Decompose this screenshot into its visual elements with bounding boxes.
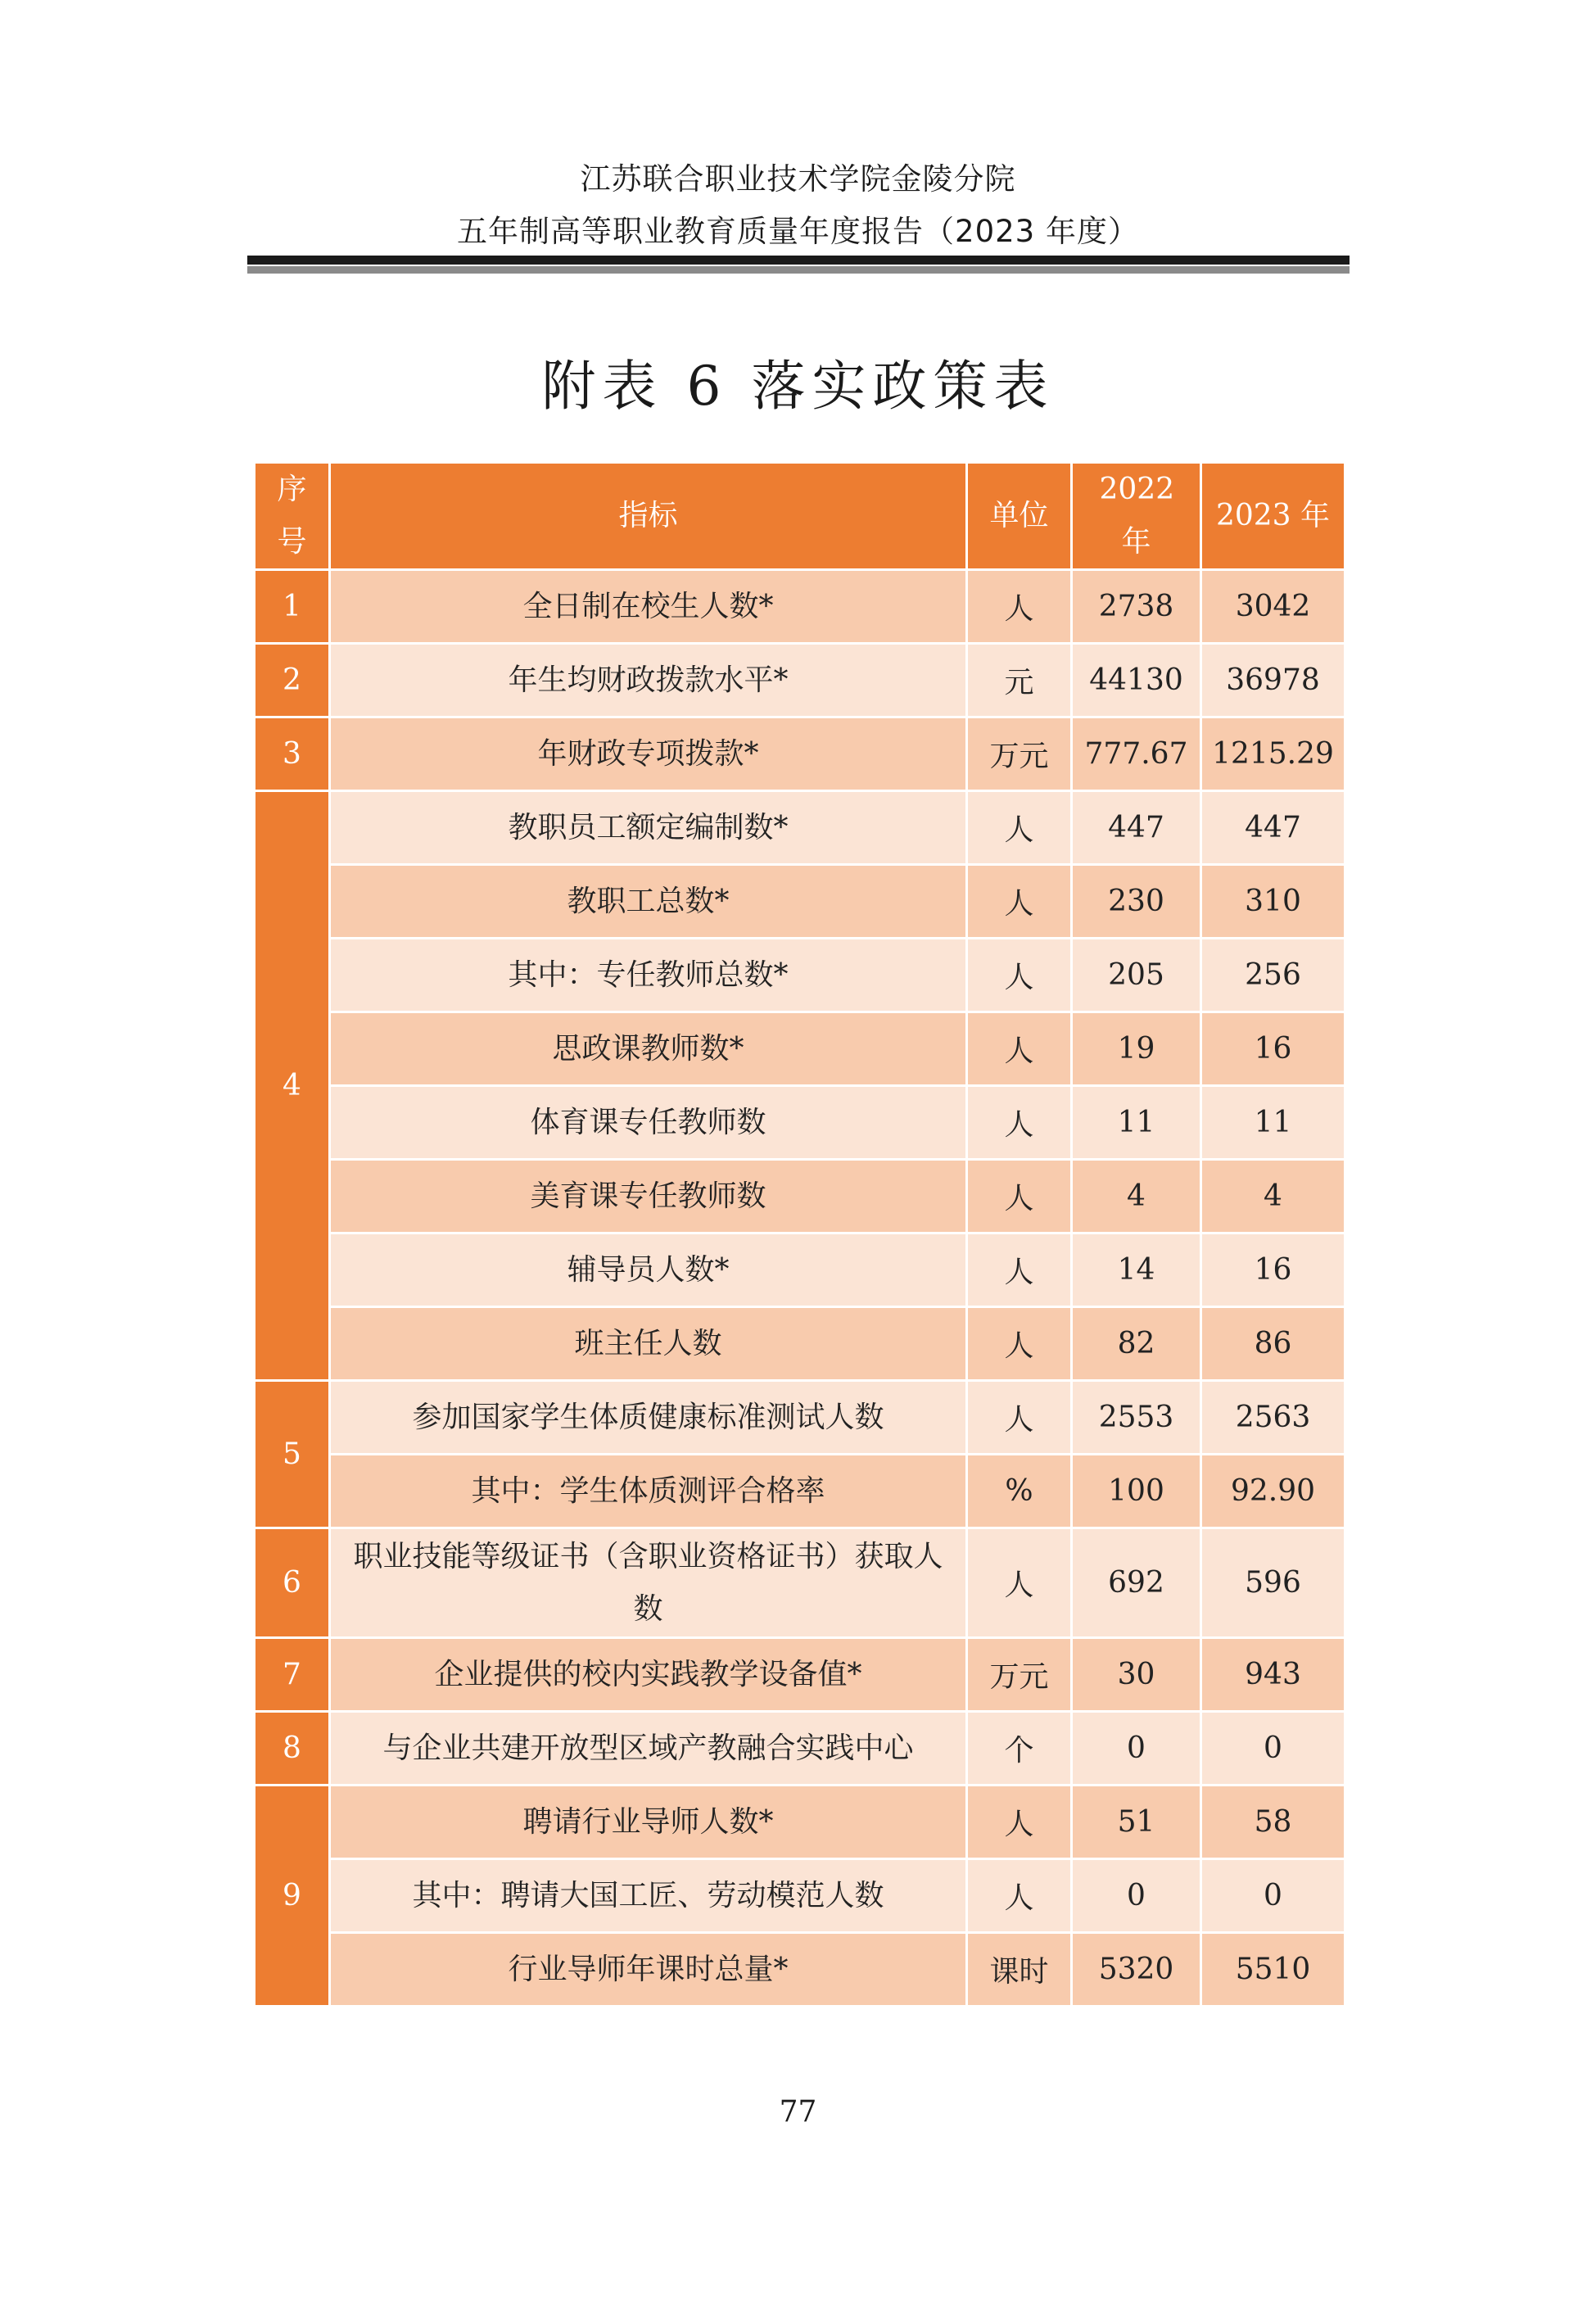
- row-y2023: 58: [1201, 1786, 1345, 1859]
- row-indicator: [330, 1455, 967, 1528]
- row-indicator-text: 美育课专任教师数: [530, 1179, 766, 1213]
- row-y2023: 3042: [1201, 570, 1345, 644]
- row-indicator-text: 与企业共建开放型区域产教融合实践中心: [382, 1731, 914, 1765]
- policy-table: [253, 461, 1346, 2007]
- row-y2022: 14: [1072, 1233, 1201, 1307]
- row-y2023: 310: [1201, 865, 1345, 939]
- row-indicator: [330, 939, 967, 1012]
- table-row: [255, 1638, 1345, 1712]
- table-row: [255, 1933, 1345, 2007]
- row-unit: 万元: [967, 717, 1072, 791]
- row-seq: 9: [255, 1786, 330, 2007]
- row-y2022: 2553: [1072, 1381, 1201, 1455]
- row-unit: 人: [967, 1160, 1072, 1233]
- row-y2022: 19: [1072, 1012, 1201, 1086]
- row-indicator: [330, 1381, 967, 1455]
- row-unit: 课时: [967, 1933, 1072, 2007]
- row-y2022: 0: [1072, 1859, 1201, 1933]
- row-unit: 人: [967, 1086, 1072, 1160]
- row-y2023: 1215.29: [1201, 717, 1345, 791]
- row-seq: 5: [255, 1381, 330, 1528]
- row-indicator: [330, 1233, 967, 1307]
- table-row: [255, 1712, 1345, 1786]
- row-unit: 人: [967, 1786, 1072, 1859]
- row-indicator-text: 体育课专任教师数: [530, 1105, 766, 1139]
- row-unit: 人: [967, 1233, 1072, 1307]
- row-y2023: 36978: [1201, 644, 1345, 717]
- row-unit: 人: [967, 939, 1072, 1012]
- row-indicator-text: 教职工总数*: [567, 884, 730, 918]
- page-title: 附表 6 落实政策表: [541, 355, 1055, 418]
- row-seq: 2: [255, 644, 330, 717]
- row-y2023: 596: [1201, 1528, 1345, 1638]
- row-unit: 人: [967, 1012, 1072, 1086]
- row-y2022: 447: [1072, 791, 1201, 865]
- table-row: [255, 865, 1345, 939]
- row-unit: 人: [967, 865, 1072, 939]
- row-y2022: 777.67: [1072, 717, 1201, 791]
- row-y2022: 30: [1072, 1638, 1201, 1712]
- table-header-row: [255, 463, 1345, 570]
- table-row: [255, 1381, 1345, 1455]
- row-indicator: [330, 717, 967, 791]
- row-y2023: 0: [1201, 1712, 1345, 1786]
- header-unit: 单位: [967, 463, 1072, 570]
- header-seq: [255, 463, 330, 570]
- row-indicator: [330, 1638, 967, 1712]
- table-row: [255, 1012, 1345, 1086]
- row-indicator: [330, 570, 967, 644]
- row-unit: 人: [967, 791, 1072, 865]
- row-indicator-text: 聘请行业导师人数*: [522, 1804, 774, 1839]
- row-indicator-text: 全日制在校生人数*: [522, 589, 774, 623]
- table-row: [255, 791, 1345, 865]
- header-seq-text: 序号: [277, 473, 307, 559]
- table-row: [255, 939, 1345, 1012]
- row-y2022: 0: [1072, 1712, 1201, 1786]
- row-indicator-text: 其中：聘请大国工匠、劳动模范人数: [412, 1878, 884, 1912]
- row-y2023: 447: [1201, 791, 1345, 865]
- row-y2022: 100: [1072, 1455, 1201, 1528]
- row-indicator: [330, 1933, 967, 2007]
- row-indicator: [330, 1786, 967, 1859]
- report-header-title: 五年制高等职业教育质量年度报告（2023 年度）: [457, 214, 1139, 249]
- row-unit: 人: [967, 1307, 1072, 1381]
- row-y2023: 0: [1201, 1859, 1345, 1933]
- row-y2023: 256: [1201, 939, 1345, 1012]
- table-row: [255, 717, 1345, 791]
- row-y2022: 692: [1072, 1528, 1201, 1638]
- table-row: [255, 1786, 1345, 1859]
- row-y2022: 44130: [1072, 644, 1201, 717]
- row-seq: 3: [255, 717, 330, 791]
- row-indicator: [330, 1307, 967, 1381]
- row-indicator: [330, 1859, 967, 1933]
- row-indicator: [330, 1160, 967, 1233]
- row-indicator: [330, 1528, 967, 1638]
- header-2022: [1072, 463, 1201, 570]
- row-seq: 7: [255, 1638, 330, 1712]
- row-y2022: 4: [1072, 1160, 1201, 1233]
- table-row: [255, 1528, 1345, 1638]
- table-row: [255, 644, 1345, 717]
- row-indicator-text: 年财政专项拨款*: [537, 736, 759, 771]
- row-seq: 6: [255, 1528, 330, 1638]
- row-seq: 8: [255, 1712, 330, 1786]
- row-y2023: 943: [1201, 1638, 1345, 1712]
- row-y2023: 16: [1201, 1233, 1345, 1307]
- row-indicator-text: 其中：专任教师总数*: [508, 957, 789, 992]
- row-indicator: [330, 1012, 967, 1086]
- row-y2023: 5510: [1201, 1933, 1345, 2007]
- report-header-school: 江苏联合职业技术学院金陵分院: [580, 161, 1016, 197]
- row-indicator: [330, 1086, 967, 1160]
- row-y2022: 51: [1072, 1786, 1201, 1859]
- row-unit: 个: [967, 1712, 1072, 1786]
- row-indicator: [330, 865, 967, 939]
- header-2022-text: 2022 年: [1099, 473, 1175, 559]
- row-unit: 万元: [967, 1638, 1072, 1712]
- row-y2022: 205: [1072, 939, 1201, 1012]
- row-indicator-text: 思政课教师数*: [552, 1031, 744, 1066]
- row-indicator-text: 行业导师年课时总量*: [508, 1952, 789, 1986]
- table-body: [255, 570, 1345, 2007]
- row-seq: 4: [255, 791, 330, 1381]
- row-y2022: 11: [1072, 1086, 1201, 1160]
- row-indicator-text: 班主任人数: [574, 1326, 722, 1360]
- table-row: [255, 1086, 1345, 1160]
- row-unit: 人: [967, 1381, 1072, 1455]
- row-y2023: 16: [1201, 1012, 1345, 1086]
- row-indicator-text: 其中：学生体质测评合格率: [471, 1473, 825, 1508]
- row-y2023: 2563: [1201, 1381, 1345, 1455]
- row-unit: 人: [967, 1859, 1072, 1933]
- row-indicator-text: 辅导员人数*: [567, 1252, 730, 1287]
- row-indicator: [330, 1712, 967, 1786]
- row-indicator-text: 教职员工额定编制数*: [508, 810, 789, 844]
- table-row: [255, 1859, 1345, 1933]
- row-indicator-text: 参加国家学生体质健康标准测试人数: [412, 1400, 884, 1434]
- row-unit: 元: [967, 644, 1072, 717]
- row-y2022: 230: [1072, 865, 1201, 939]
- page-number: 77: [779, 2095, 817, 2129]
- row-y2023: 4: [1201, 1160, 1345, 1233]
- table-row: [255, 1233, 1345, 1307]
- table-row: [255, 1307, 1345, 1381]
- row-indicator: [330, 644, 967, 717]
- row-indicator-text: 企业提供的校内实践教学设备值*: [434, 1657, 862, 1691]
- header-indicator: 指标: [330, 463, 967, 570]
- row-seq: 1: [255, 570, 330, 644]
- row-y2022: 5320: [1072, 1933, 1201, 2007]
- row-y2023: 92.90: [1201, 1455, 1345, 1528]
- row-y2023: 86: [1201, 1307, 1345, 1381]
- row-indicator: [330, 791, 967, 865]
- header-rule-grey: [247, 266, 1350, 274]
- header-2023: 2023 年: [1201, 463, 1345, 570]
- table-row: [255, 1455, 1345, 1528]
- table-row: [255, 570, 1345, 644]
- row-y2022: 2738: [1072, 570, 1201, 644]
- row-y2023: 11: [1201, 1086, 1345, 1160]
- row-indicator-text: 职业技能等级证书（含职业资格证书）获取人数: [353, 1539, 943, 1626]
- row-unit: 人: [967, 1528, 1072, 1638]
- row-unit: %: [967, 1455, 1072, 1528]
- row-y2022: 82: [1072, 1307, 1201, 1381]
- row-unit: 人: [967, 570, 1072, 644]
- header-rule-thick: [247, 256, 1350, 265]
- row-indicator-text: 年生均财政拨款水平*: [508, 663, 789, 697]
- table-row: [255, 1160, 1345, 1233]
